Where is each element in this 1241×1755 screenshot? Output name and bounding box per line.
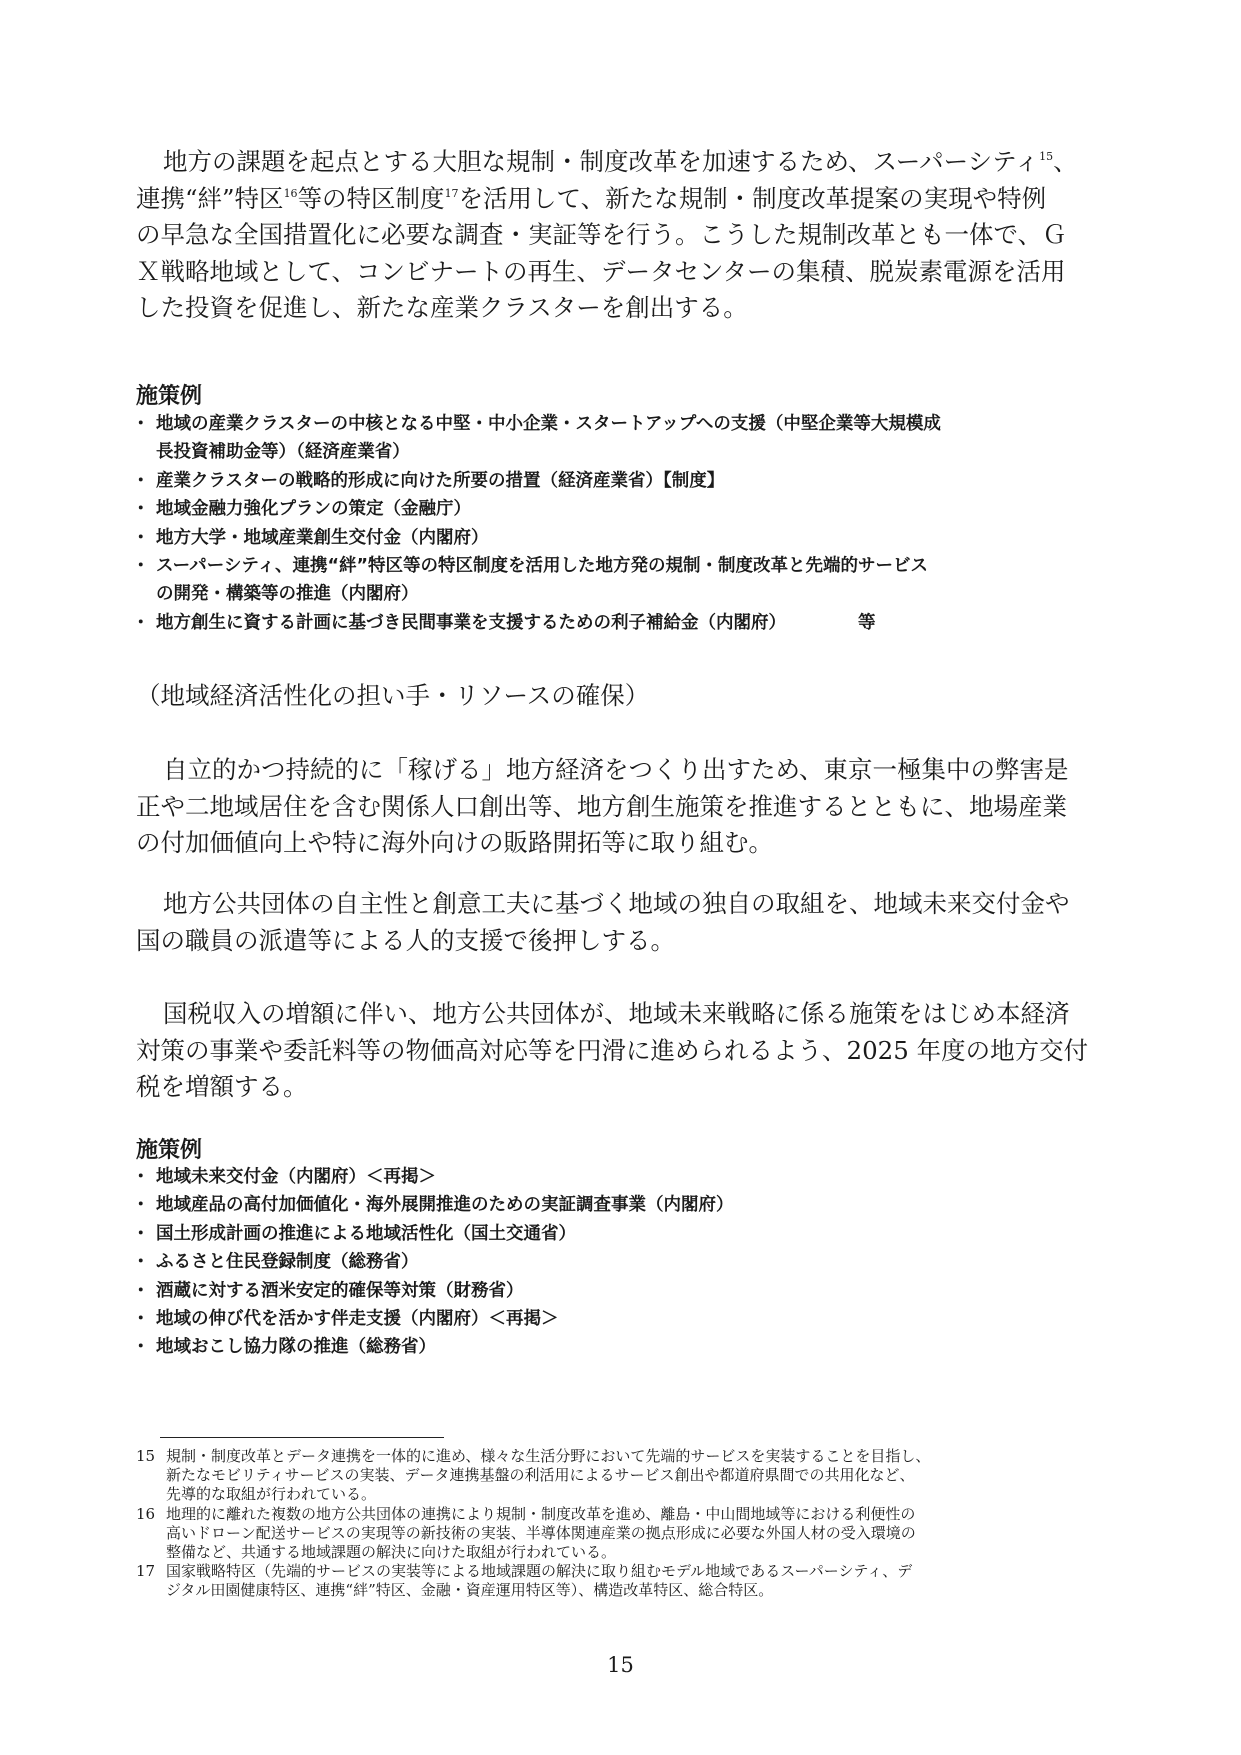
page-number: 15 (607, 1653, 634, 1677)
footnote-ref[interactable]: 16 (283, 186, 298, 200)
paragraph-line: Ｘ戦略地域として、コンビナートの再生、データセンターの集積、脱炭素電源を活用 (136, 256, 1066, 286)
footnotes (136, 1447, 1116, 1601)
paragraph-line: 対策の事業や委託料等の物価高対応等を円滑に進められるよう、2025 年度の地方交付 (136, 1035, 1089, 1065)
footnote (136, 1505, 1116, 1563)
section-heading: 施策例 (136, 384, 203, 409)
footnote-line: 整備など、共通する地域課題の解決に向けた取組が行われている。 (166, 1543, 617, 1562)
list-item: ・ 地域おこし協力隊の推進（総務省） (136, 1333, 1116, 1361)
footnote-line: 規制・制度改革とデータ連携を一体的に進め、様々な生活分野において先端的サービスを実装することを目指し、 (166, 1447, 931, 1465)
paragraph-line: した投資を促進し、新たな産業クラスターを創出する。 (136, 293, 748, 322)
list-item: ・ 地域産品の高付加価値化・海外展開推進のための実証調査事業（内閣府） (136, 1191, 1116, 1219)
paragraph-special-zones (136, 144, 1108, 327)
list-item: ・ 地域未来交付金（内閣府）＜再掲＞ (136, 1163, 1116, 1191)
footnote-line: 地理的に離れた複数の地方公共団体の連携により規制・制度改革を進め、離島・中山間地域等における利便性の (166, 1504, 916, 1523)
footnote (136, 1447, 1116, 1505)
measure-list (136, 410, 1116, 637)
footnote (136, 1562, 1116, 1600)
list-item: ・ 産業クラスターの戦略的形成に向けた所要の措置（経済産業省）【制度】 (136, 467, 1116, 495)
footnote-ref[interactable]: 15 (1039, 150, 1054, 163)
list-item: ・ 国土形成計画の推進による地域活性化（国土交通省） (136, 1220, 1116, 1248)
list-item: ・ スーパーシティ、連携“絆”特区等の特区制度を活用した地方発の規制・制度改革と先端的サービス の開発・構築等の推進（内閣府） (136, 552, 1116, 609)
paragraph-regional-economy (136, 752, 1108, 862)
section-heading: 施策例 (136, 1138, 203, 1163)
footnote-number: 16 (136, 1504, 156, 1523)
paragraph-line: の早急な全国措置化に必要な調査・実証等を行う。こうした規制改革とも一体で、Ｇ (136, 220, 1067, 249)
paragraph-local-government (136, 886, 1108, 959)
measure-list (136, 1163, 1116, 1362)
footnote-line: 高いドローン配送サービスの実現等の新技術の実装、半導体関連産業の拠点形成に必要な外国人材の受入環境の (166, 1523, 916, 1542)
list-item: ・ 酒蔵に対する酒米安定的確保等対策（財務省） (136, 1277, 1116, 1305)
footnote-line: 先導的な取組が行われている。 (166, 1485, 377, 1504)
list-item: ・ 地域の産業クラスターの中核となる中堅・中小企業・スタートアップへの支援（中堅企業等大規模成 長投資補助金等）（経済産業省） (136, 410, 1116, 467)
paragraph-line: 地方の課題を起点とする大胆な規制・制度改革を加速するため、スーパーシティ$^{15}$、 (163, 147, 1078, 176)
footnote-separator (160, 1437, 444, 1438)
paragraph-line: 税を増額する。 (136, 1072, 308, 1101)
list-item: ・ 地域の伸び代を活かす伴走支援（内閣府）＜再掲＞ (136, 1305, 1116, 1333)
paragraph-line: の付加価値向上や特に海外向けの販路開拓等に取り組む。 (136, 828, 773, 857)
paragraph-line: 国税収入の増額に伴い、地方公共団体が、地域未来戦略に係る施策をはじめ本経済 (163, 999, 1070, 1028)
list-item: ・ ふるさと住民登録制度（総務省） (136, 1248, 1116, 1276)
subsection-heading: （地域経済活性化の担い手・リソースの確保） (136, 681, 650, 710)
footnote-line: ジタル田園健康特区、連携“絆”特区、金融・資産運用特区等）、構造改革特区、総合特区。 (166, 1581, 774, 1600)
footnote-number: 15 (136, 1447, 156, 1465)
paragraph-line: 国の職員の派遣等による人的支援で後押しする。 (136, 925, 675, 955)
paragraph-line: 正や二地域居住を含む関係人口創出等、地方創生施策を推進するとともに、地場産業 (136, 791, 1067, 821)
paragraph-line: 自立的かつ持続的に「稼げる」地方経済をつくり出すため、東京一極集中の弊害是 (163, 755, 1069, 784)
list-item: ・ 地方大学・地域産業創生交付金（内閣府） (136, 524, 1116, 552)
footnote-line: 新たなモビリティサービスの実装、データ連携基盤の利活用によるサービス創出や都道府県間での共用化など、 (166, 1466, 915, 1485)
footnote-line: 国家戦略特区（先端的サービスの実装等による地域課題の解決に取り組むモデル地域であるスーパーシティ、デ (166, 1562, 913, 1581)
footnote-ref[interactable]: 17 (444, 186, 459, 200)
paragraph-local-allocation-tax (136, 996, 1108, 1106)
list-item: ・ 地域金融力強化プランの策定（金融庁） (136, 495, 1116, 523)
footnote-number: 17 (136, 1562, 156, 1581)
paragraph-line: 地方公共団体の自主性と創意工夫に基づく地域の独自の取組を、地域未来交付金や (163, 889, 1070, 918)
paragraph-line: 連携“絆”特区$^{16}$等の特区制度$^{17}$を活用して、新たな規制・制度改革提案の実現や特例 (136, 183, 1047, 213)
list-item: ・ 地方創生に資する計画に基づき民間事業を支援するための利子補給金（内閣府） 等 (136, 609, 1116, 637)
